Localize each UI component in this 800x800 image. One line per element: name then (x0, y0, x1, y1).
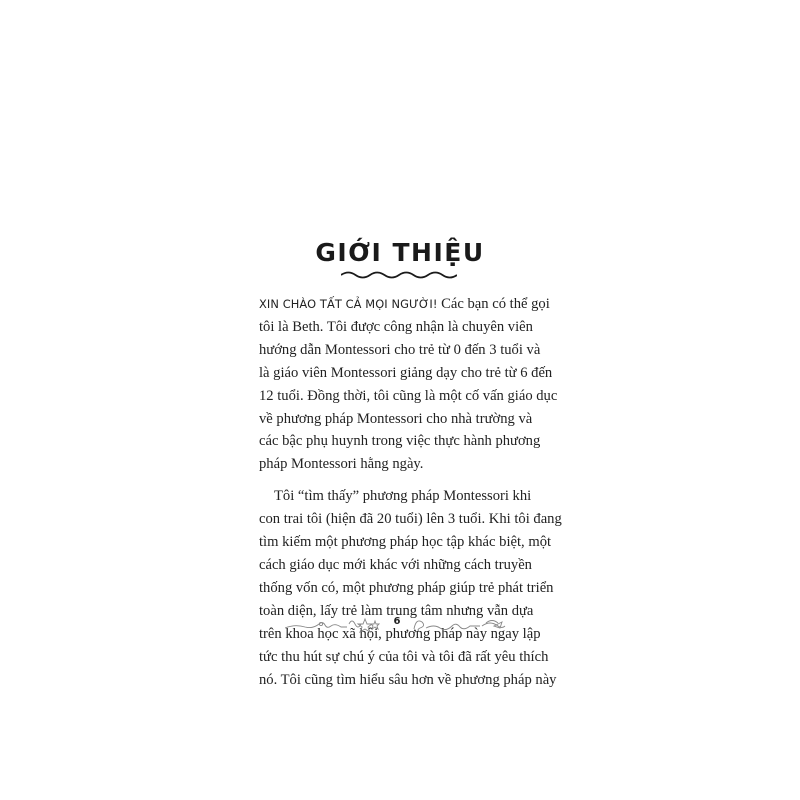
text-line: các bậc phụ huynh trong việc thực hành phương (259, 433, 541, 450)
text-line: tìm kiếm một phương pháp học tập khác biệt, một (259, 534, 552, 551)
wave-underline-icon (341, 270, 457, 280)
text-line: là giáo viên Montessori giảng dạy cho trẻ từ 6 đến (259, 364, 553, 381)
text-line: tôi là Beth. Tôi được công nhận là chuyên viên (259, 318, 533, 335)
text-line: cách giáo dục mới khác với những cách truyền (259, 556, 532, 573)
lead-in-caps: XIN CHÀO TẤT CẢ MỌI NGƯỜI! (259, 297, 438, 311)
doodle-right-ornament-icon (410, 614, 506, 634)
paragraph-2 (259, 485, 562, 691)
text-line: pháp Montessori hằng ngày. (259, 456, 424, 473)
text-line: về phương pháp Montessori cho nhà trường và (259, 410, 533, 427)
text-line: nó. Tôi cũng tìm hiểu sâu hơn về phương pháp này (259, 671, 557, 688)
paragraph-1 (259, 293, 558, 476)
text-line (259, 293, 550, 316)
paragraph-gap (259, 476, 526, 485)
text-line: trên khoa học xã hội, phương pháp này ngay lập (259, 625, 541, 642)
page-number: 6 (393, 616, 401, 627)
doodle-left-ornament-icon (285, 614, 385, 634)
text-line: con trai tôi (hiện đã 20 tuổi) lên 3 tuổi. Khi tôi đang (259, 511, 562, 528)
text-line: hướng dẫn Montessori cho trẻ từ 0 đến 3 tuổi và (259, 341, 541, 358)
text-line: 12 tuổi. Đồng thời, tôi cũng là một cố vấn giáo dục (259, 387, 558, 404)
text-line-segment: Các bạn có thể gọi (437, 296, 550, 312)
text-line: tức thu hút sự chú ý của tôi và tôi đã rất yêu thích (259, 648, 549, 665)
text-line: Tôi “tìm thấy” phương pháp Montessori khi (274, 488, 532, 505)
text-line: toàn diện, lấy trẻ làm trung tâm nhưng vẫn dựa (259, 602, 534, 619)
text-line: thống vốn có, một phương pháp giúp trẻ phát triển (259, 579, 554, 596)
chapter-title: GIỚI THIỆU (315, 238, 485, 267)
